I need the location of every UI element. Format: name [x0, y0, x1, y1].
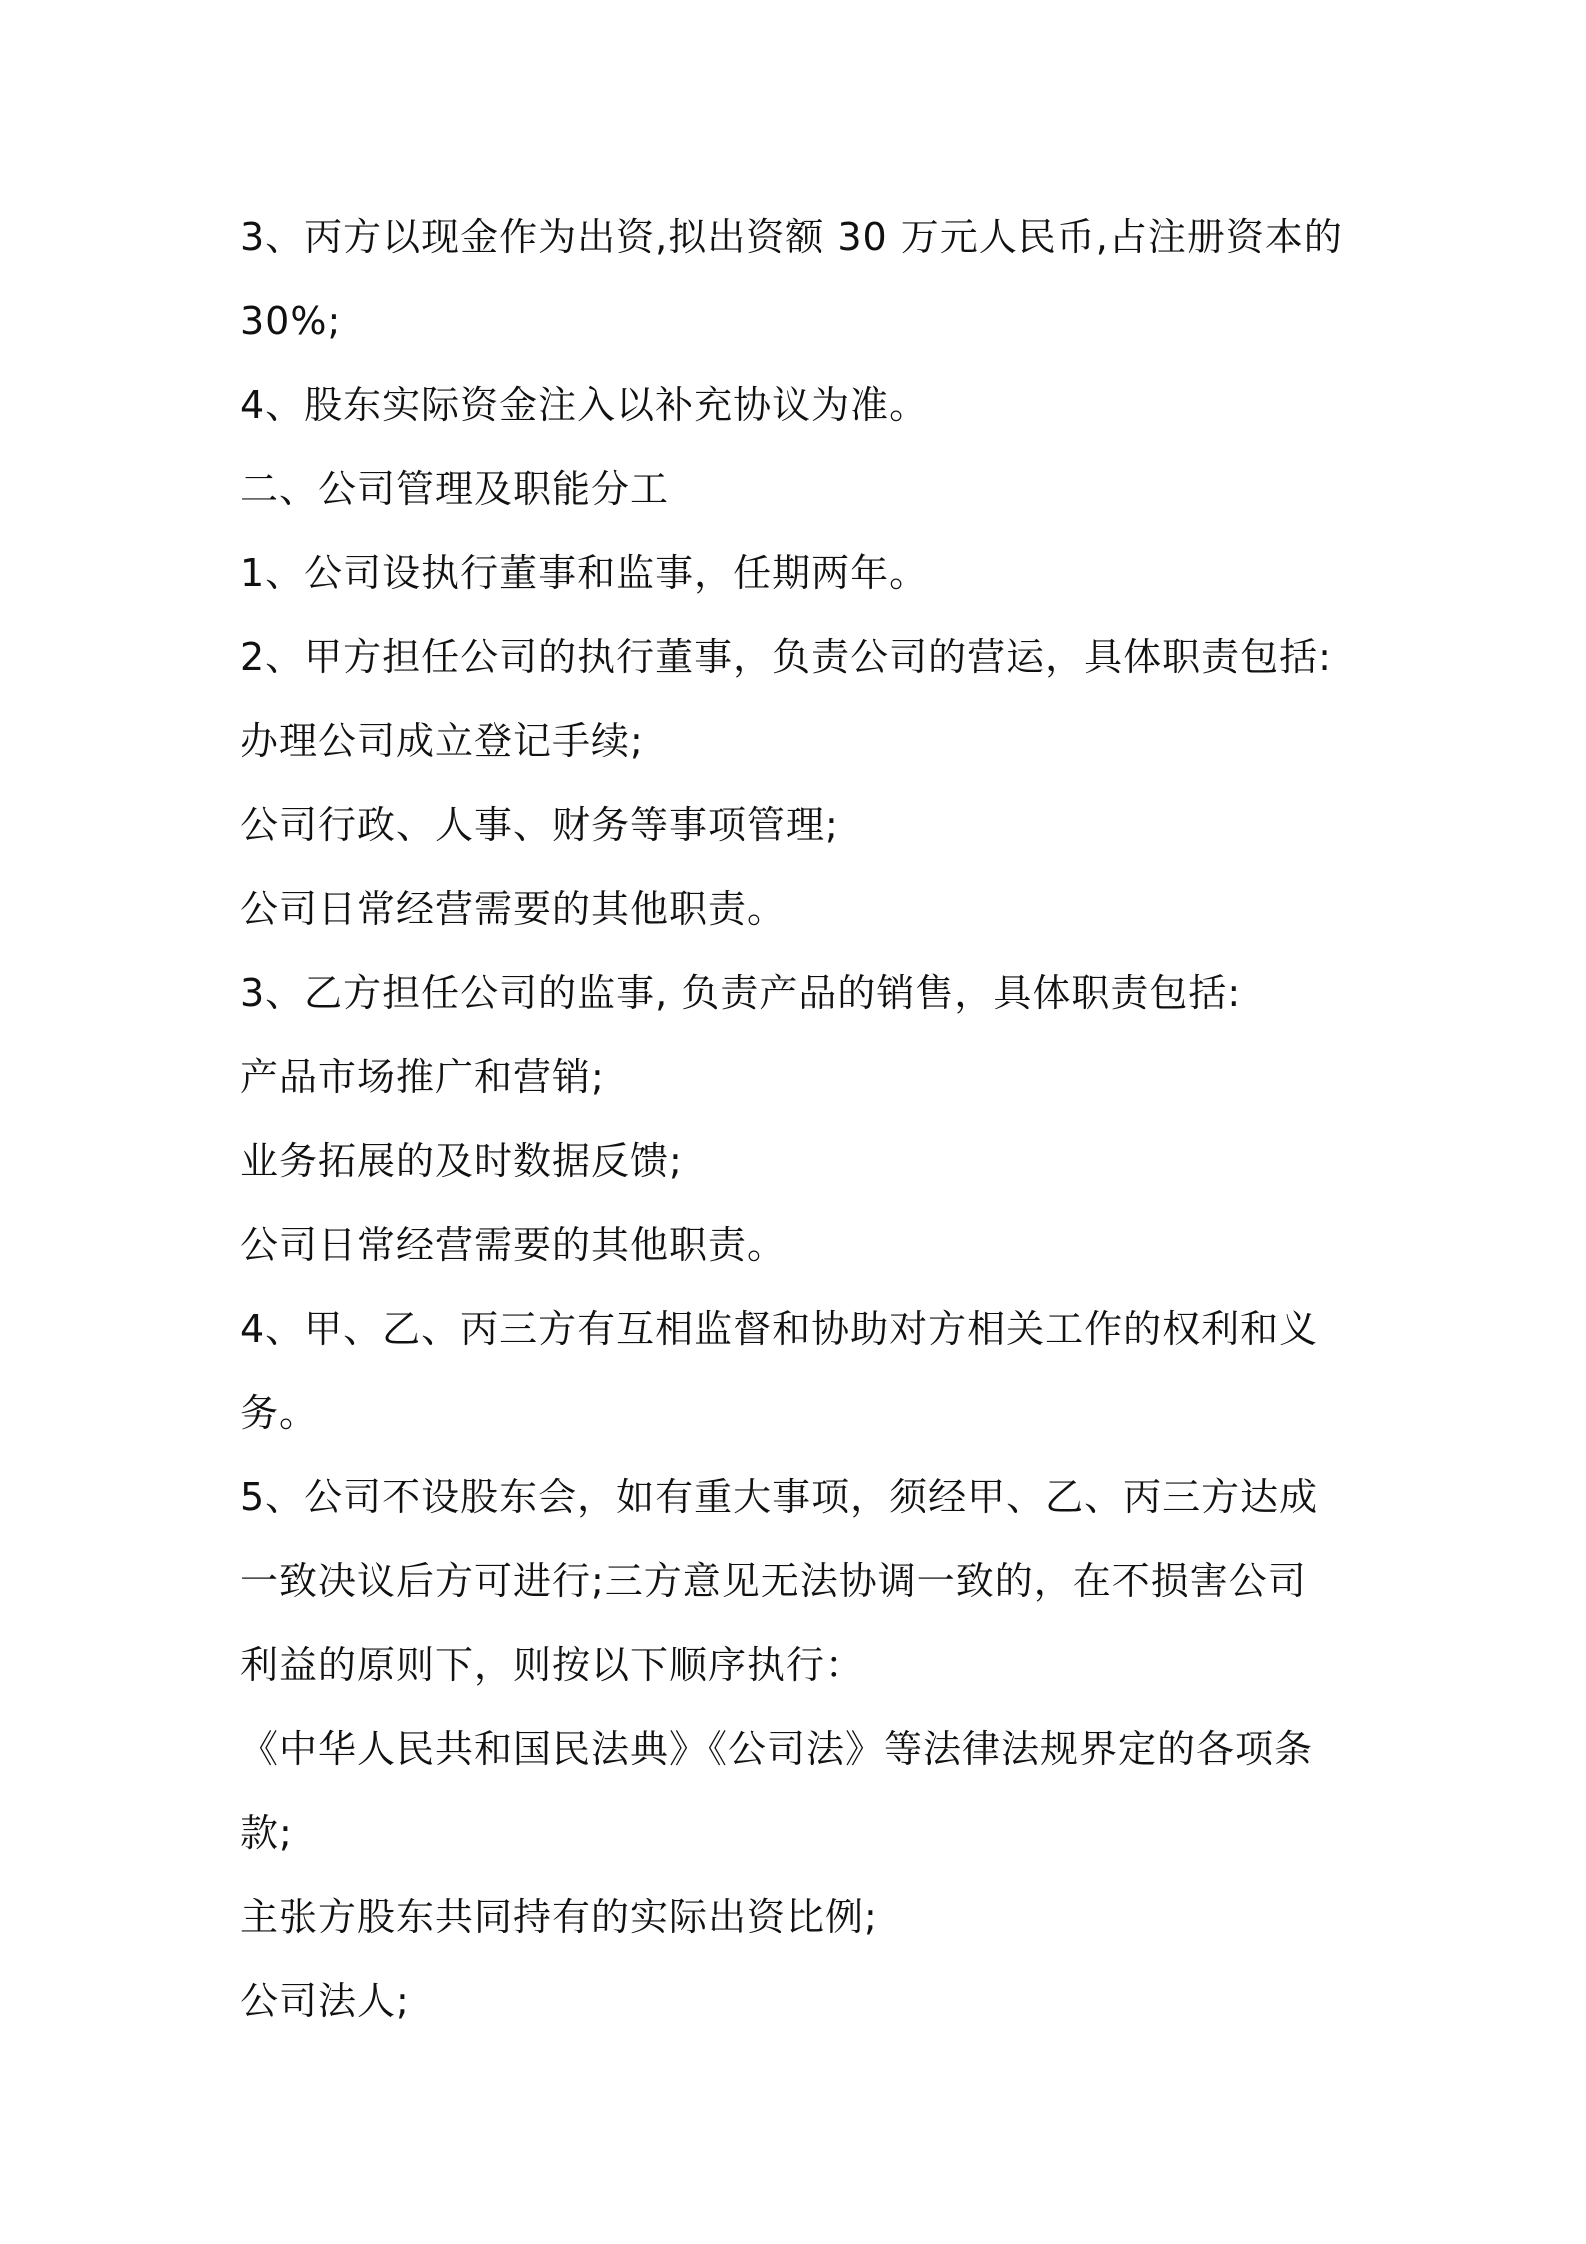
text-line: 务。	[240, 1391, 319, 1435]
text-line: 2、甲方担任公司的执行董事，负责公司的营运，具体职责包括:	[240, 635, 1332, 679]
text-line: 公司法人;	[240, 1979, 410, 2023]
document-body	[240, 195, 1355, 2043]
section-heading: 二、公司管理及职能分工	[240, 467, 670, 511]
text-line: 4、甲、乙、丙三方有互相监督和协助对方相关工作的权利和义	[240, 1307, 1319, 1351]
text-line: 公司日常经营需要的其他职责。	[240, 1223, 787, 1267]
text-line: 款;	[240, 1811, 293, 1855]
text-line: 产品市场推广和营销;	[240, 1055, 605, 1099]
text-line: 30%;	[240, 299, 342, 343]
text-line: 3、丙方以现金作为出资,拟出资额 30 万元人民币,占注册资本的	[240, 215, 1343, 259]
text-line: 一致决议后方可进行;三方意见无法协调一致的，在不损害公司	[240, 1559, 1307, 1603]
text-line: 1、公司设执行董事和监事，任期两年。	[240, 551, 929, 595]
text-line: 利益的原则下，则按以下顺序执行：	[240, 1643, 865, 1687]
text-line: 业务拓展的及时数据反馈;	[240, 1139, 683, 1183]
text-line: 公司行政、人事、财务等事项管理;	[240, 803, 839, 847]
text-line: 办理公司成立登记手续;	[240, 719, 644, 763]
text-line: 公司日常经营需要的其他职责。	[240, 887, 787, 931]
text-line: 4、股东实际资金注入以补充协议为准。	[240, 383, 929, 427]
text-line: 主张方股东共同持有的实际出资比例;	[240, 1895, 878, 1939]
text-line: 3、乙方担任公司的监事, 负责产品的销售，具体职责包括:	[240, 971, 1242, 1015]
text-line: 《中华人民共和国民法典》《公司法》等法律法规界定的各项条	[240, 1727, 1314, 1771]
text-line: 5、公司不设股东会，如有重大事项，须经甲、乙、丙三方达成	[240, 1475, 1319, 1519]
